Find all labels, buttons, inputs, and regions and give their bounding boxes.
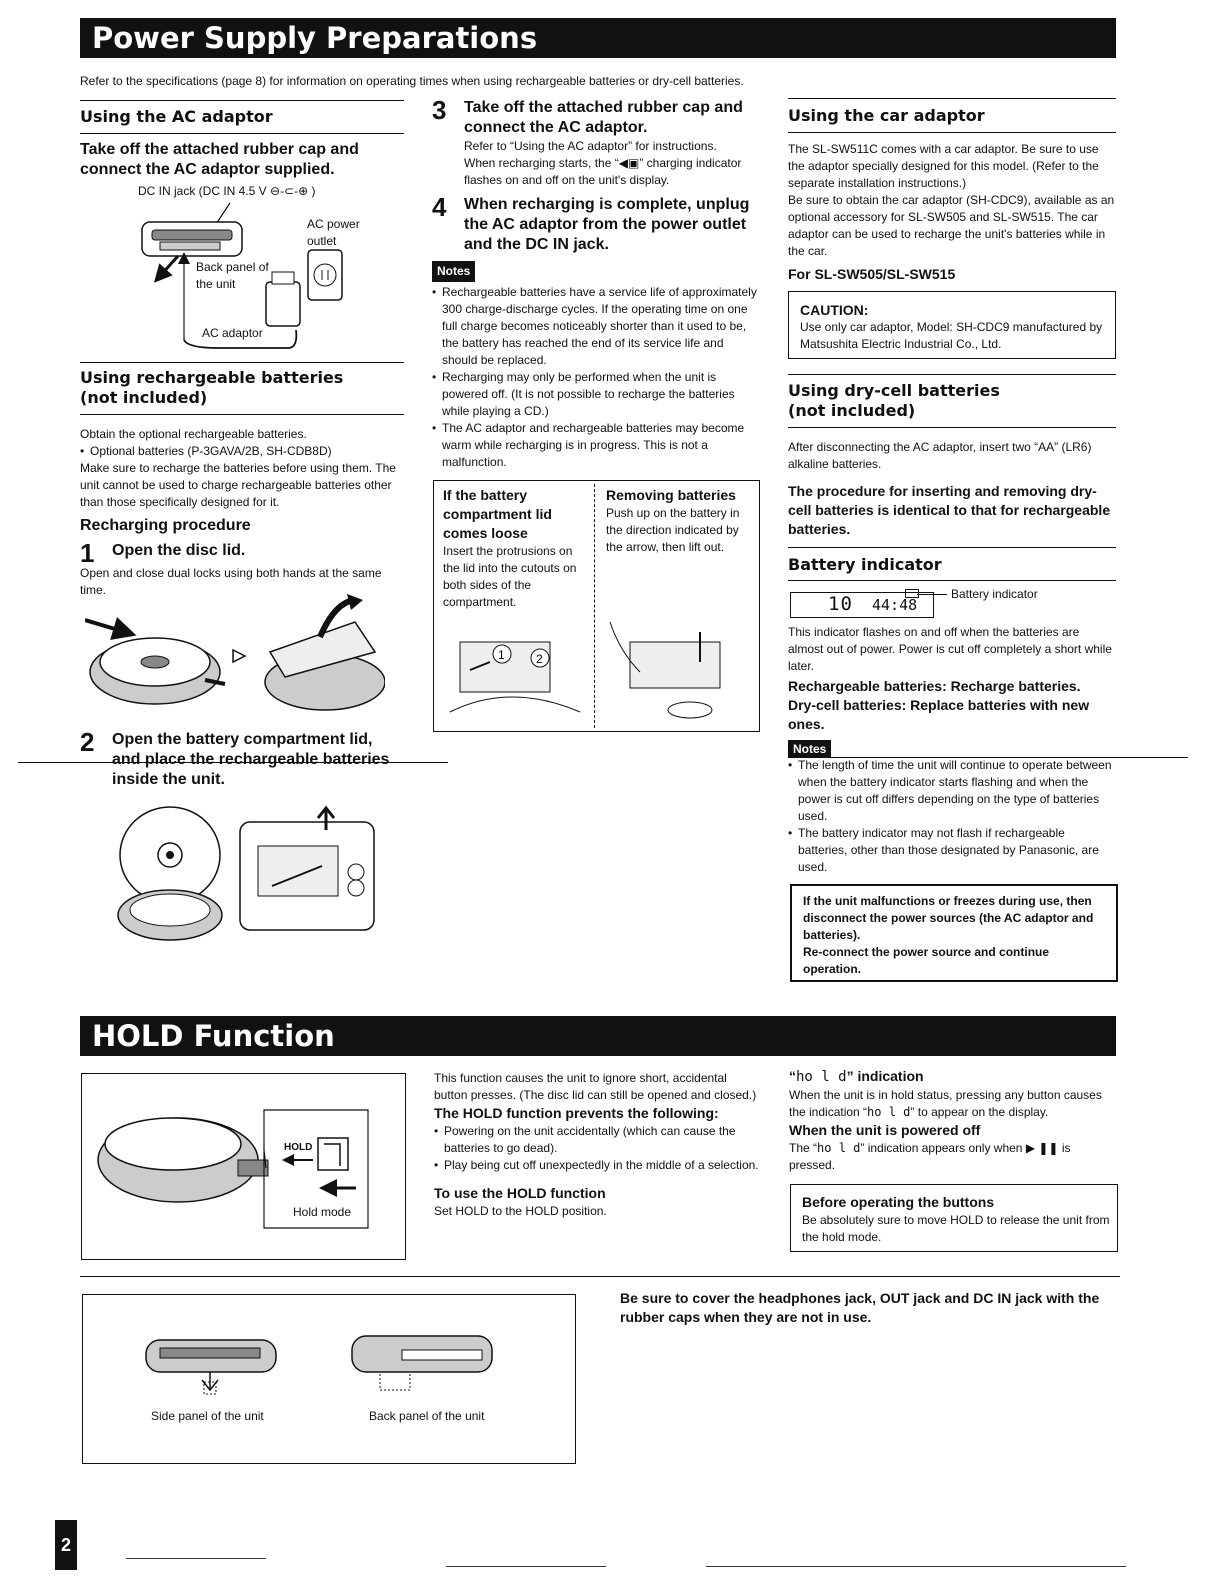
indication-word: indication: [857, 1068, 924, 1084]
heading-battery-indicator: Battery indicator: [788, 555, 942, 574]
scan-line: [446, 1566, 606, 1567]
dc-in-label: [138, 184, 316, 199]
step-3-body-b-wrap: [464, 155, 760, 189]
ac-outlet-label-1: AC power: [307, 217, 360, 231]
hold-prevent-item: • Powering on the unit accidentally (which can cause the batteries to go dead).: [434, 1123, 762, 1157]
step-3-body: [464, 138, 760, 189]
open-disc-lid-illustration: [85, 592, 385, 722]
divider: [788, 98, 1116, 99]
recharging-procedure-heading: Recharging procedure: [80, 517, 251, 534]
step-1-title: Open the disc lid.: [112, 542, 246, 559]
loose-lid-body: Insert the protrusions on the lid into the cutouts on both sides of the compartment.: [443, 544, 577, 609]
dc-in-text: DC IN jack (DC IN 4.5 V: [138, 184, 267, 198]
step-4-number: 4: [432, 195, 447, 222]
hold-indication-body-a: When the unit is in hold status, pressing any button causes the indication “: [789, 1088, 1102, 1119]
malfunction-text-1: If the unit malfunctions or freezes during use, then disconnect the power sources (the AC adaptor and batteries).: [803, 894, 1094, 942]
hold-indication-body-b: ” to appear on the display.: [910, 1105, 1049, 1119]
powered-off-body: [789, 1140, 1117, 1174]
hold-description: This function causes the unit to ignore short, accidental button presses. (The disc lid can still be opened and closed.): [434, 1071, 757, 1102]
removing-batteries-illustration: [600, 612, 754, 722]
rubber-caps-notice: Be sure to cover the headphones jack, OUT jack and DC IN jack with the rubber caps when they are not in use.: [620, 1290, 1100, 1325]
hold-display-text-inline: ho l d: [817, 1141, 861, 1155]
divider: [788, 374, 1116, 375]
note-item: • Rechargeable batteries have a service life of approximately 300 charge-discharge cycles. If the operating time on one full charge becomes noticeably shorter than it used to be, the battery has reached the end of its service life and should be replaced.: [432, 284, 760, 369]
heading-car-adaptor: Using the car adaptor: [788, 106, 985, 125]
divider: [788, 547, 1116, 548]
divider: [788, 580, 1116, 581]
step-2-number: 2: [80, 730, 95, 757]
back-panel-label-2: the unit: [196, 277, 236, 291]
side-panel-label: Side panel of the unit: [151, 1409, 264, 1423]
removing-batteries-title: Removing batteries: [606, 487, 736, 503]
battery-indicator-label: Battery indicator: [951, 587, 1038, 601]
rech-line-2: • Optional batteries (P-3GAVA/2B, SH-CDB8D): [80, 443, 404, 460]
divider: [788, 132, 1116, 133]
hold-indication-heading: “ho l d” indication: [789, 1068, 924, 1085]
powered-off-a: The “: [789, 1141, 818, 1155]
hold-use-body: Set HOLD to the HOLD position.: [434, 1204, 607, 1218]
heading-dry-cell: [788, 381, 1116, 421]
malfunction-text-2: Re-connect the power source and continue operation.: [803, 945, 1050, 976]
divider: [80, 100, 404, 101]
back-panel-label: Back panel of the unit: [369, 1409, 485, 1423]
back-panel-label-1: Back panel of: [196, 260, 269, 274]
dry-paragraph: After disconnecting the AC adaptor, insert two “AA” (LR6) alkaline batteries.: [788, 440, 1092, 471]
section-banner-hold: HOLD Function: [80, 1016, 1116, 1056]
hold-use-heading: To use the HOLD function: [434, 1185, 606, 1201]
powered-off-c: is pressed.: [789, 1141, 1071, 1172]
page-number: 2: [55, 1520, 77, 1570]
polarity-icon: ⊖-⊂-⊕ ): [270, 184, 316, 198]
rubber-caps-illustration: [140, 1328, 500, 1398]
heading-dry-cell-1: Using dry-cell batteries: [788, 381, 1000, 400]
scan-line: [706, 1566, 1126, 1567]
section-banner-power: Power Supply Preparations: [80, 18, 1116, 58]
rech-line-3: Make sure to recharge the batteries before using them. The unit cannot be used to charge rechargeable batteries other than those specifically designed for it.: [80, 461, 396, 509]
powered-off-heading: When the unit is powered off: [789, 1122, 981, 1138]
divider: [80, 133, 404, 134]
heading-rechargeable-2: (not included): [80, 388, 208, 407]
divider: [788, 427, 1116, 428]
hold-display-text-inline: ho l d: [867, 1105, 911, 1119]
dry-procedure-note: The procedure for inserting and removing dry-cell batteries is identical to that for rechargeable batteries.: [788, 483, 1111, 537]
battery-compartment-illustration: [112, 800, 382, 950]
hold-indication-body: [789, 1087, 1117, 1121]
lid-protrusions-illustration: [440, 612, 590, 722]
play-pause-icon: ▶ ❚❚: [1025, 1141, 1059, 1155]
hold-display-text: ho l d: [796, 1069, 847, 1085]
heading-dry-cell-2: (not included): [788, 401, 916, 420]
note-item: • Recharging may only be performed when the unit is powered off. (It is not possible to recharge the batteries while playing a CD.): [432, 369, 760, 420]
divider: [594, 484, 595, 728]
notes-badge: Notes: [788, 740, 831, 758]
charging-indicator-icon: ◀▣: [618, 156, 640, 170]
removing-batteries-body: Push up on the battery in the direction indicated by the arrow, then lift out.: [606, 506, 740, 554]
before-operating-title: Before operating the buttons: [802, 1194, 995, 1210]
divider: [80, 414, 404, 415]
hold-mode-label: Hold mode: [293, 1205, 352, 1219]
caution-body: Use only car adaptor, Model: SH-CDC9 manufactured by Matsushita Electric Industrial Co., Ltd.: [800, 320, 1103, 351]
hold-prevent-item: • Play being cut off unexpectedly in the middle of a selection.: [434, 1157, 762, 1174]
note-item: • The length of time the unit will continue to operate between when the battery indicator starts flashing and when the power is cut off differs depending on the type of batteries used.: [788, 757, 1116, 825]
scan-line: [126, 1558, 266, 1559]
svg-text:1: 1: [498, 648, 505, 662]
ac-adaptor-label: AC adaptor: [202, 326, 263, 340]
rechargeable-instruction: Rechargeable batteries: Recharge batteries.: [788, 678, 1081, 694]
heading-rechargeable-1: Using rechargeable batteries: [80, 368, 344, 387]
car-paragraph-1: The SL-SW511C comes with a car adaptor. Be sure to use the adaptor specially designed for this model. (Refer to the separate installation instructions.): [788, 142, 1099, 190]
note-item: • The battery indicator may not flash if rechargeable batteries, other than those designated by Panasonic, are used.: [788, 825, 1116, 876]
ac-outlet-label-2: outlet: [307, 234, 337, 248]
hold-switch-illustration: [88, 1080, 398, 1250]
hold-switch-label: HOLD: [284, 1142, 313, 1153]
caution-title: CAUTION:: [800, 302, 869, 318]
step-4-title: When recharging is complete, unplug the AC adaptor from the power outlet and the DC IN jack.: [464, 196, 750, 253]
divider: [80, 362, 404, 363]
car-paragraph-2: Be sure to obtain the car adaptor (SH-CDC9), available as an optional accessory for SL-SW505 and SL-SW515. The car adaptor can be used to recharge the unit's batteries while in the car.: [788, 193, 1115, 258]
loose-lid-title: If the battery compartment lid comes loose: [443, 487, 552, 541]
indicator-paragraph: This indicator flashes on and off when the batteries are almost out of power. Power is cut off completely a short while later.: [788, 625, 1112, 673]
step-3-body-c: ” charging indicator flashes on and off on the unit's display.: [464, 156, 742, 187]
note-item: • The AC adaptor and rechargeable batteries may become warm while recharging is in progress. This is not a malfunction.: [432, 420, 760, 471]
hold-prevents-heading: The HOLD function prevents the following:: [434, 1105, 719, 1121]
step-3-body-b: When recharging starts, the “: [464, 156, 619, 170]
powered-off-b: ” indication appears only when: [860, 1141, 1026, 1155]
divider: [80, 1276, 1120, 1277]
intro-text: Refer to the specifications (page 8) for information on operating times when using rechargeable batteries or dry-cell batteries.: [80, 74, 744, 88]
ac-instruction: Take off the attached rubber cap and connect the AC adaptor supplied.: [80, 141, 359, 178]
svg-text:2: 2: [536, 652, 543, 666]
heading-rechargeable: [80, 368, 404, 408]
notes-badge: Notes: [432, 261, 475, 282]
lcd-track-number: 10: [828, 593, 853, 615]
step-1-body: Open and close dual locks using both hands at the same time.: [80, 566, 382, 597]
heading-ac-adaptor: Using the AC adaptor: [80, 107, 273, 126]
step-1-number: 1: [80, 541, 95, 565]
leader-line: [917, 594, 947, 595]
before-operating-body: Be absolutely sure to move HOLD to release the unit from the hold mode.: [802, 1213, 1110, 1244]
step-2-title: Open the battery compartment lid, and place the rechargeable batteries inside the unit.: [112, 731, 390, 788]
dry-cell-instruction: Dry-cell batteries: Replace batteries with new ones.: [788, 697, 1090, 732]
rech-line-1: Obtain the optional rechargeable batteries.: [80, 427, 307, 441]
step-3-title: Take off the attached rubber cap and connect the AC adaptor.: [464, 99, 743, 136]
lcd-time: 44:48: [872, 596, 918, 614]
for-models-heading: For SL-SW505/SL-SW515: [788, 266, 956, 282]
scan-line: [18, 762, 448, 763]
step-3-body-a: Refer to “Using the AC adaptor” for instructions.: [464, 139, 717, 153]
step-3-number: 3: [432, 98, 447, 125]
